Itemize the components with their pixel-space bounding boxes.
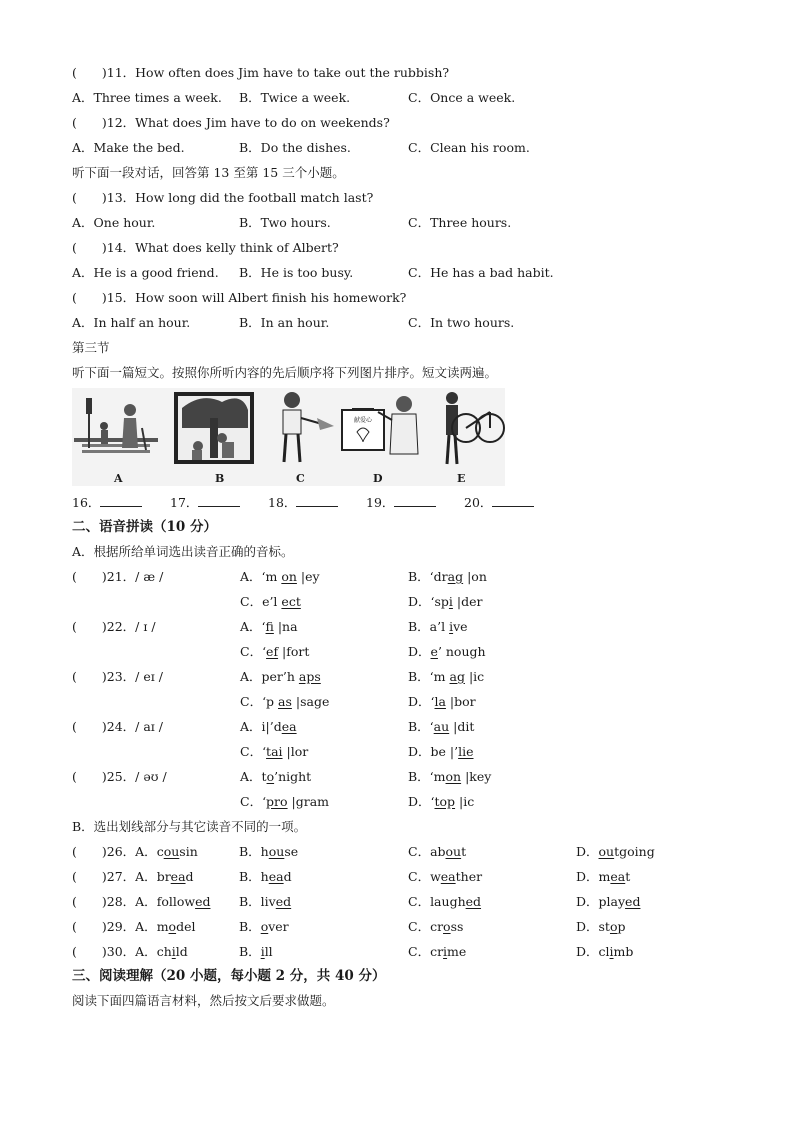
- q26-option-b[interactable]: B．house: [239, 844, 299, 859]
- q13-option-b[interactable]: B．Two hours.: [239, 215, 331, 230]
- q12-stem: ( )12．What does Jim have to do on weekends?: [72, 115, 390, 130]
- phonics-part-b: B．选出划线部分与其它读音不同的一项。: [72, 819, 307, 834]
- q24-option-d[interactable]: D．be |’lie: [408, 744, 474, 759]
- q28-option-d[interactable]: D．played: [576, 894, 641, 909]
- q28-option-a[interactable]: ( )28．A．followed: [72, 894, 211, 909]
- phonics-part-a: A．根据所给单词选出读音正确的音标。: [72, 544, 294, 559]
- answer-blank-16[interactable]: 16．: [72, 494, 142, 512]
- q27-option-d[interactable]: D．meat: [576, 869, 631, 884]
- q13-stem: ( )13．How long did the football match last?: [72, 190, 374, 205]
- phonics-title: 二、语音拼读（10 分）: [72, 519, 217, 535]
- q22-option-a[interactable]: A．‘fi |na: [240, 619, 298, 634]
- q15-option-c[interactable]: C．In two hours.: [408, 315, 515, 330]
- q21-option-b[interactable]: B．‘drag |on: [408, 569, 487, 584]
- reading-title: 三、阅读理解（20 小题，每小题 2 分，共 40 分）: [72, 968, 386, 984]
- q29-option-b[interactable]: B．over: [239, 919, 289, 934]
- q12-option-c[interactable]: C．Clean his room.: [408, 140, 530, 155]
- q25-option-a[interactable]: A．to’night: [240, 769, 312, 784]
- q12-option-a[interactable]: A．Make the bed.: [72, 140, 185, 155]
- q23-option-c[interactable]: C．‘p as |sage: [240, 694, 330, 709]
- q27-option-c[interactable]: C．weather: [408, 869, 483, 884]
- q13-option-c[interactable]: C．Three hours.: [408, 215, 512, 230]
- q26-option-d[interactable]: D．outgoing: [576, 844, 655, 859]
- q11-option-b[interactable]: B．Twice a week.: [239, 90, 351, 105]
- picture-strip: [72, 388, 505, 486]
- answer-blank-20[interactable]: 20．: [464, 494, 534, 512]
- q30-option-b[interactable]: B．ill: [239, 944, 273, 959]
- dialog-intro: 听下面一段对话，回答第 13 至第 15 三个小题。: [72, 165, 345, 180]
- q15-option-b[interactable]: B．In an hour.: [239, 315, 330, 330]
- picture-label-c: C: [296, 472, 305, 485]
- q14-option-b[interactable]: B．He is too busy.: [239, 265, 354, 280]
- q14-option-a[interactable]: A．He is a good friend.: [72, 265, 219, 280]
- q25-option-b[interactable]: B．‘mon |key: [408, 769, 492, 784]
- q27-option-a[interactable]: ( )27．A．bread: [72, 869, 194, 884]
- q27-option-b[interactable]: B．head: [239, 869, 292, 884]
- q22-option-d[interactable]: D．e’ nough: [408, 644, 486, 659]
- answer-blank-18[interactable]: 18．: [268, 494, 338, 512]
- picture-b-illustration: [174, 392, 254, 464]
- picture-strip-illustration: [72, 388, 505, 486]
- q24-option-b[interactable]: B．‘au |dit: [408, 719, 475, 734]
- q26-option-a[interactable]: ( )26．A．cousin: [72, 844, 198, 859]
- q14-option-c[interactable]: C．He has a bad habit.: [408, 265, 554, 280]
- picture-label-b: B: [215, 472, 225, 485]
- q21-option-a[interactable]: A．‘m on |ey: [240, 569, 320, 584]
- q13-option-a[interactable]: A．One hour.: [72, 215, 156, 230]
- q23-stem: ( )23．/ eɪ /: [72, 669, 163, 684]
- q25-option-c[interactable]: C．‘pro |gram: [240, 794, 330, 809]
- q25-option-d[interactable]: D．‘top |ic: [408, 794, 475, 809]
- q22-option-b[interactable]: B．a’l ive: [408, 619, 468, 634]
- q29-option-c[interactable]: C．cross: [408, 919, 464, 934]
- q21-stem: ( )21．/ æ /: [72, 569, 164, 584]
- q28-option-c[interactable]: C．laughed: [408, 894, 482, 909]
- picture-label-d: D: [373, 472, 383, 485]
- q23-option-d[interactable]: D．‘la |bor: [408, 694, 476, 709]
- q23-option-a[interactable]: A．per’h aps: [240, 669, 321, 684]
- q11-option-a[interactable]: A．Three times a week.: [72, 90, 222, 105]
- q21-option-d[interactable]: D．‘spi |der: [408, 594, 483, 609]
- q12-option-b[interactable]: B．Do the dishes.: [239, 140, 351, 155]
- q15-stem: ( )15．How soon will Albert finish his homework?: [72, 290, 407, 305]
- q24-option-a[interactable]: A．i|’dea: [240, 719, 297, 734]
- q29-option-d[interactable]: D．stop: [576, 919, 626, 934]
- picture-label-a: A: [114, 472, 123, 485]
- q11-stem: ( )11．How often does Jim have to take out the rubbish?: [72, 65, 450, 80]
- q30-option-a[interactable]: ( )30．A．child: [72, 944, 188, 959]
- donation-box-label: 献爱心: [353, 417, 373, 424]
- q14-stem: ( )14．What does kelly think of Albert?: [72, 240, 339, 255]
- q22-stem: ( )22．/ ɪ /: [72, 619, 156, 634]
- q29-option-a[interactable]: ( )29．A．model: [72, 919, 196, 934]
- answer-blank-19[interactable]: 19．: [366, 494, 436, 512]
- picture-label-e: E: [457, 472, 466, 485]
- section3-title: 第三节: [72, 340, 110, 355]
- q30-option-c[interactable]: C．crime: [408, 944, 467, 959]
- q24-option-c[interactable]: C．‘tai |lor: [240, 744, 309, 759]
- answer-blank-17[interactable]: 17．: [170, 494, 240, 512]
- q11-option-c[interactable]: C．Once a week.: [408, 90, 516, 105]
- q23-option-b[interactable]: B．‘m ag |ic: [408, 669, 485, 684]
- q15-option-a[interactable]: A．In half an hour.: [72, 315, 191, 330]
- q21-option-c[interactable]: C．e’l ect: [240, 594, 301, 609]
- section3-instructions: 听下面一篇短文。按照你所听内容的先后顺序将下列图片排序。短文读两遍。: [72, 365, 498, 380]
- q24-stem: ( )24．/ aɪ /: [72, 719, 163, 734]
- q22-option-c[interactable]: C．‘ef |fort: [240, 644, 310, 659]
- q25-stem: ( )25．/ əʊ /: [72, 769, 167, 784]
- q30-option-d[interactable]: D．climb: [576, 944, 634, 959]
- q26-option-c[interactable]: C．about: [408, 844, 467, 859]
- q28-option-b[interactable]: B．lived: [239, 894, 292, 909]
- reading-instructions: 阅读下面四篇语言材料，然后按文后要求做题。: [72, 993, 335, 1008]
